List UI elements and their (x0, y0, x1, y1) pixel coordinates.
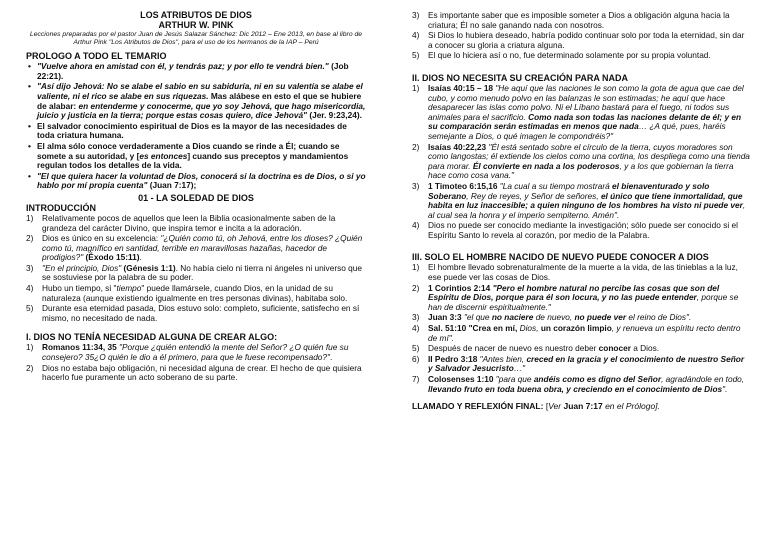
list-item: 5) Durante esa eternidad pasada, Dios estuvo solo: completo, suficiente, satisfecho en sí mismo, no necesitado de nada. (26, 303, 360, 323)
list-item: 1) El hombre llevado sobrenaturalmente de la muerte a la vida, de las tinieblas a la luz, ese puede ver las cosas de Dios. (412, 262, 738, 283)
list-item: 2) Dios es único en su excelencia: "¿Quién como tú, oh Jehová, entre los dioses? ¿Quién como tú, magnífico en santidad, terrible en maravillosas hazañas, hacedor de prodigios?" (Éxodo 15:11). (26, 233, 363, 263)
right-column (412, 10, 750, 412)
section-III-heading: III. SOLO EL HOMBRE NACIDO DE NUEVO PUEDE CONOCER A DIOS (412, 252, 709, 263)
list-item: 3) Es importante saber que es imposible someter a Dios a obligación alguna hacia la criatura; Él no sale ganando nada con nosotros. (412, 10, 730, 30)
list-item: • "Así dijo Jehová: No se alabe el sabio en su sabiduría, ni en su valentía se alabe el valiente, ni el rico se alabe en sus riquezas. Mas alábese en esto el que se hubiere de alabar: en entenderme y conocerme, que yo soy Jehová, que hago misericordia, juicio y justicia en la tierra; porque estas cosas quiero, dice Jehová" (Jer. 9:23,24). (26, 82, 366, 120)
list-item: 4) Hubo un tiempo, si "tiempo" puede llamársele, cuando Dios, en la unidad de su naturaleza (aunque existiendo igualmente en tres personas divinas), habitaba solo. (26, 283, 348, 303)
prologo-heading: PROLOGO A TODO EL TEMARIO (26, 51, 167, 62)
section-III-list (412, 263, 750, 394)
final-call: LLAMADO Y REFLEXIÓN FINAL: [Ver Juan 7:17 en el Prólogo]. (412, 401, 660, 412)
list-item: • El salvador conocimiento espiritual de Dios es la mayor de las necesidades de toda criatura humana. (26, 122, 366, 141)
list-item: 4) Si Dios lo hubiera deseado, habría podido continuar solo por toda la eternidad, sin dar a conocer su gloria a criatura alguna. (412, 30, 745, 50)
document-subtitle: Lecciones preparadas por el pastor Juan de Jesús Salazar Sánchez: Dic 2012 – Ene 2013, en base al libro de Arthur Pink "Los Atributos de Dios", para el uso de los hermanos de la IAP – Perú (29, 31, 363, 46)
list-item: 6) II Pedro 3:18 "Antes bien, creced en la gracia y el conocimiento de nuestro Señor y Salvador Jesucristo…" (412, 353, 745, 374)
prologo-list (26, 62, 366, 191)
list-item: • El alma sólo conoce verdaderamente a Dios cuando se rinde a Él; cuando se somete a su autoridad, y [es entonces] cuando sus preceptos y mandamientos regulan todos los detalles de la vida. (26, 142, 366, 171)
intro-heading: INTRODUCCIÓN (26, 202, 96, 213)
list-item: • "Vuelve ahora en amistad con él, y tendrás paz; y por ello te vendrá bien." (Job 22:21). (26, 62, 366, 81)
list-item: 1) Romanos 11:34, 35 "Porque ¿quién entendió la mente del Señor? ¿O quién fue su consejero? 35¿O quién le dio a él primero, para que le fuese recompensado?". (26, 342, 349, 363)
list-item: 1) Isaías 40:15 – 18 "He aquí que las naciones le son como la gota de agua que cae del cubo, y como menudo polvo en las balanzas le son estimadas; he aquí que hace desaparecer las islas como polvo. Ni el Líbano bastará para el fuego, ni todos sus animales para el sacrificio. Como nada son todas las naciones delante de él; y en su comparación serán estimadas en menos que nada… ¿A qué, pues, haréis semejante a Dios, o qué imagen le compondréis?" (412, 82, 744, 141)
list-item: 5) El que lo hiciera así o no, fue determinado solamente por su propia voluntad. (412, 50, 711, 61)
intro-list (26, 214, 366, 324)
list-item: 2) Dios no estaba bajo obligación, ni necesidad alguna de crear. El hecho de que quisiera hacerlo fue puramente un acto soberano de su parte. (26, 362, 362, 383)
section-II-heading: II. DIOS NO NECESITA SU CREACIÓN PARA NADA (412, 72, 629, 83)
section-I-list (26, 343, 366, 382)
list-item: 7) Colosenses 1:10 "para que andéis como es digno del Señor, agradándole en todo, llevando fruto en toda buena obra, y creciendo en el conocimiento de Dios". (412, 374, 745, 394)
list-item: 5) Después de nacer de nuevo es nuestro deber conocer a Dios. (412, 343, 660, 354)
document-author: ARTHUR W. PINK (158, 20, 234, 30)
list-item: 4) Sal. 51:10 "Crea en mí, Dios, un corazón limpio, y renueva un espíritu recto dentro de mí". (412, 323, 741, 343)
list-item: 3) Juan 3:3 "el que no naciere de nuevo, no puede ver el reino de Dios". (412, 312, 692, 323)
list-item: 2) 1 Corintios 2:14 "Pero el hombre natural no percibe las cosas que son del Espíritu de Dios, porque para él son locura, y no las puede entender, porque se han de discernir espiritualmente." (412, 282, 739, 312)
list-item: 1) Relativamente pocos de aquellos que leen la Biblia ocasionalmente saben de la grandeza del carácter Divino, que inspira temor e incita a la adoración. (26, 212, 336, 233)
list-item: 4) Dios no puede ser conocido mediante la investigación; sólo puede ser conocido si el Espíritu Santo lo revela al corazón, por medio de la Palabra. (412, 220, 738, 240)
list-item: • "El que quiera hacer la voluntad de Dios, conocerá si la doctrina es de Dios, o si yo hablo por mí propia cuenta" (Juan 7:17); (26, 172, 366, 191)
section-II-list (412, 84, 750, 241)
list-item: 3) "En el principio, Dios" (Génesis 1:1). No había cielo ni tierra ni ángeles ni universo que se sostuviese por la palabra de su poder. (26, 262, 362, 283)
section-I-heading: I. DIOS NO TENÍA NECESIDAD ALGUNA DE CREAR ALGO: (26, 332, 278, 343)
list-item: 2) Isaías 40:22,23 "Él está sentado sobre el círculo de la tierra, cuyos moradores son como langostas; él extiende los cielos como una cortina, los despliega como una tienda para morar. Él convierte en nada a los poderosos, y a los que gobiernan la tierra hace como cosa vana." (412, 141, 750, 181)
left-column (26, 10, 366, 384)
document-title: LOS ATRIBUTOS DE DIOS (140, 10, 252, 20)
section-01-heading: 01 - LA SOLEDAD DE DIOS (138, 192, 254, 203)
list-item: 3) 1 Timoteo 6:15,16 "La cual a su tiempo mostrará el bienaventurado y solo Soberano, Rey de reyes, y Señor de señores, el único que tiene inmortalidad, que habita en luz inaccesible; a quien ninguno de los hombres ha visto ni puede ver, al cual sea la honra y el imperio sempiterno. Amén". (412, 180, 746, 220)
section-I-continued-list (412, 11, 750, 61)
